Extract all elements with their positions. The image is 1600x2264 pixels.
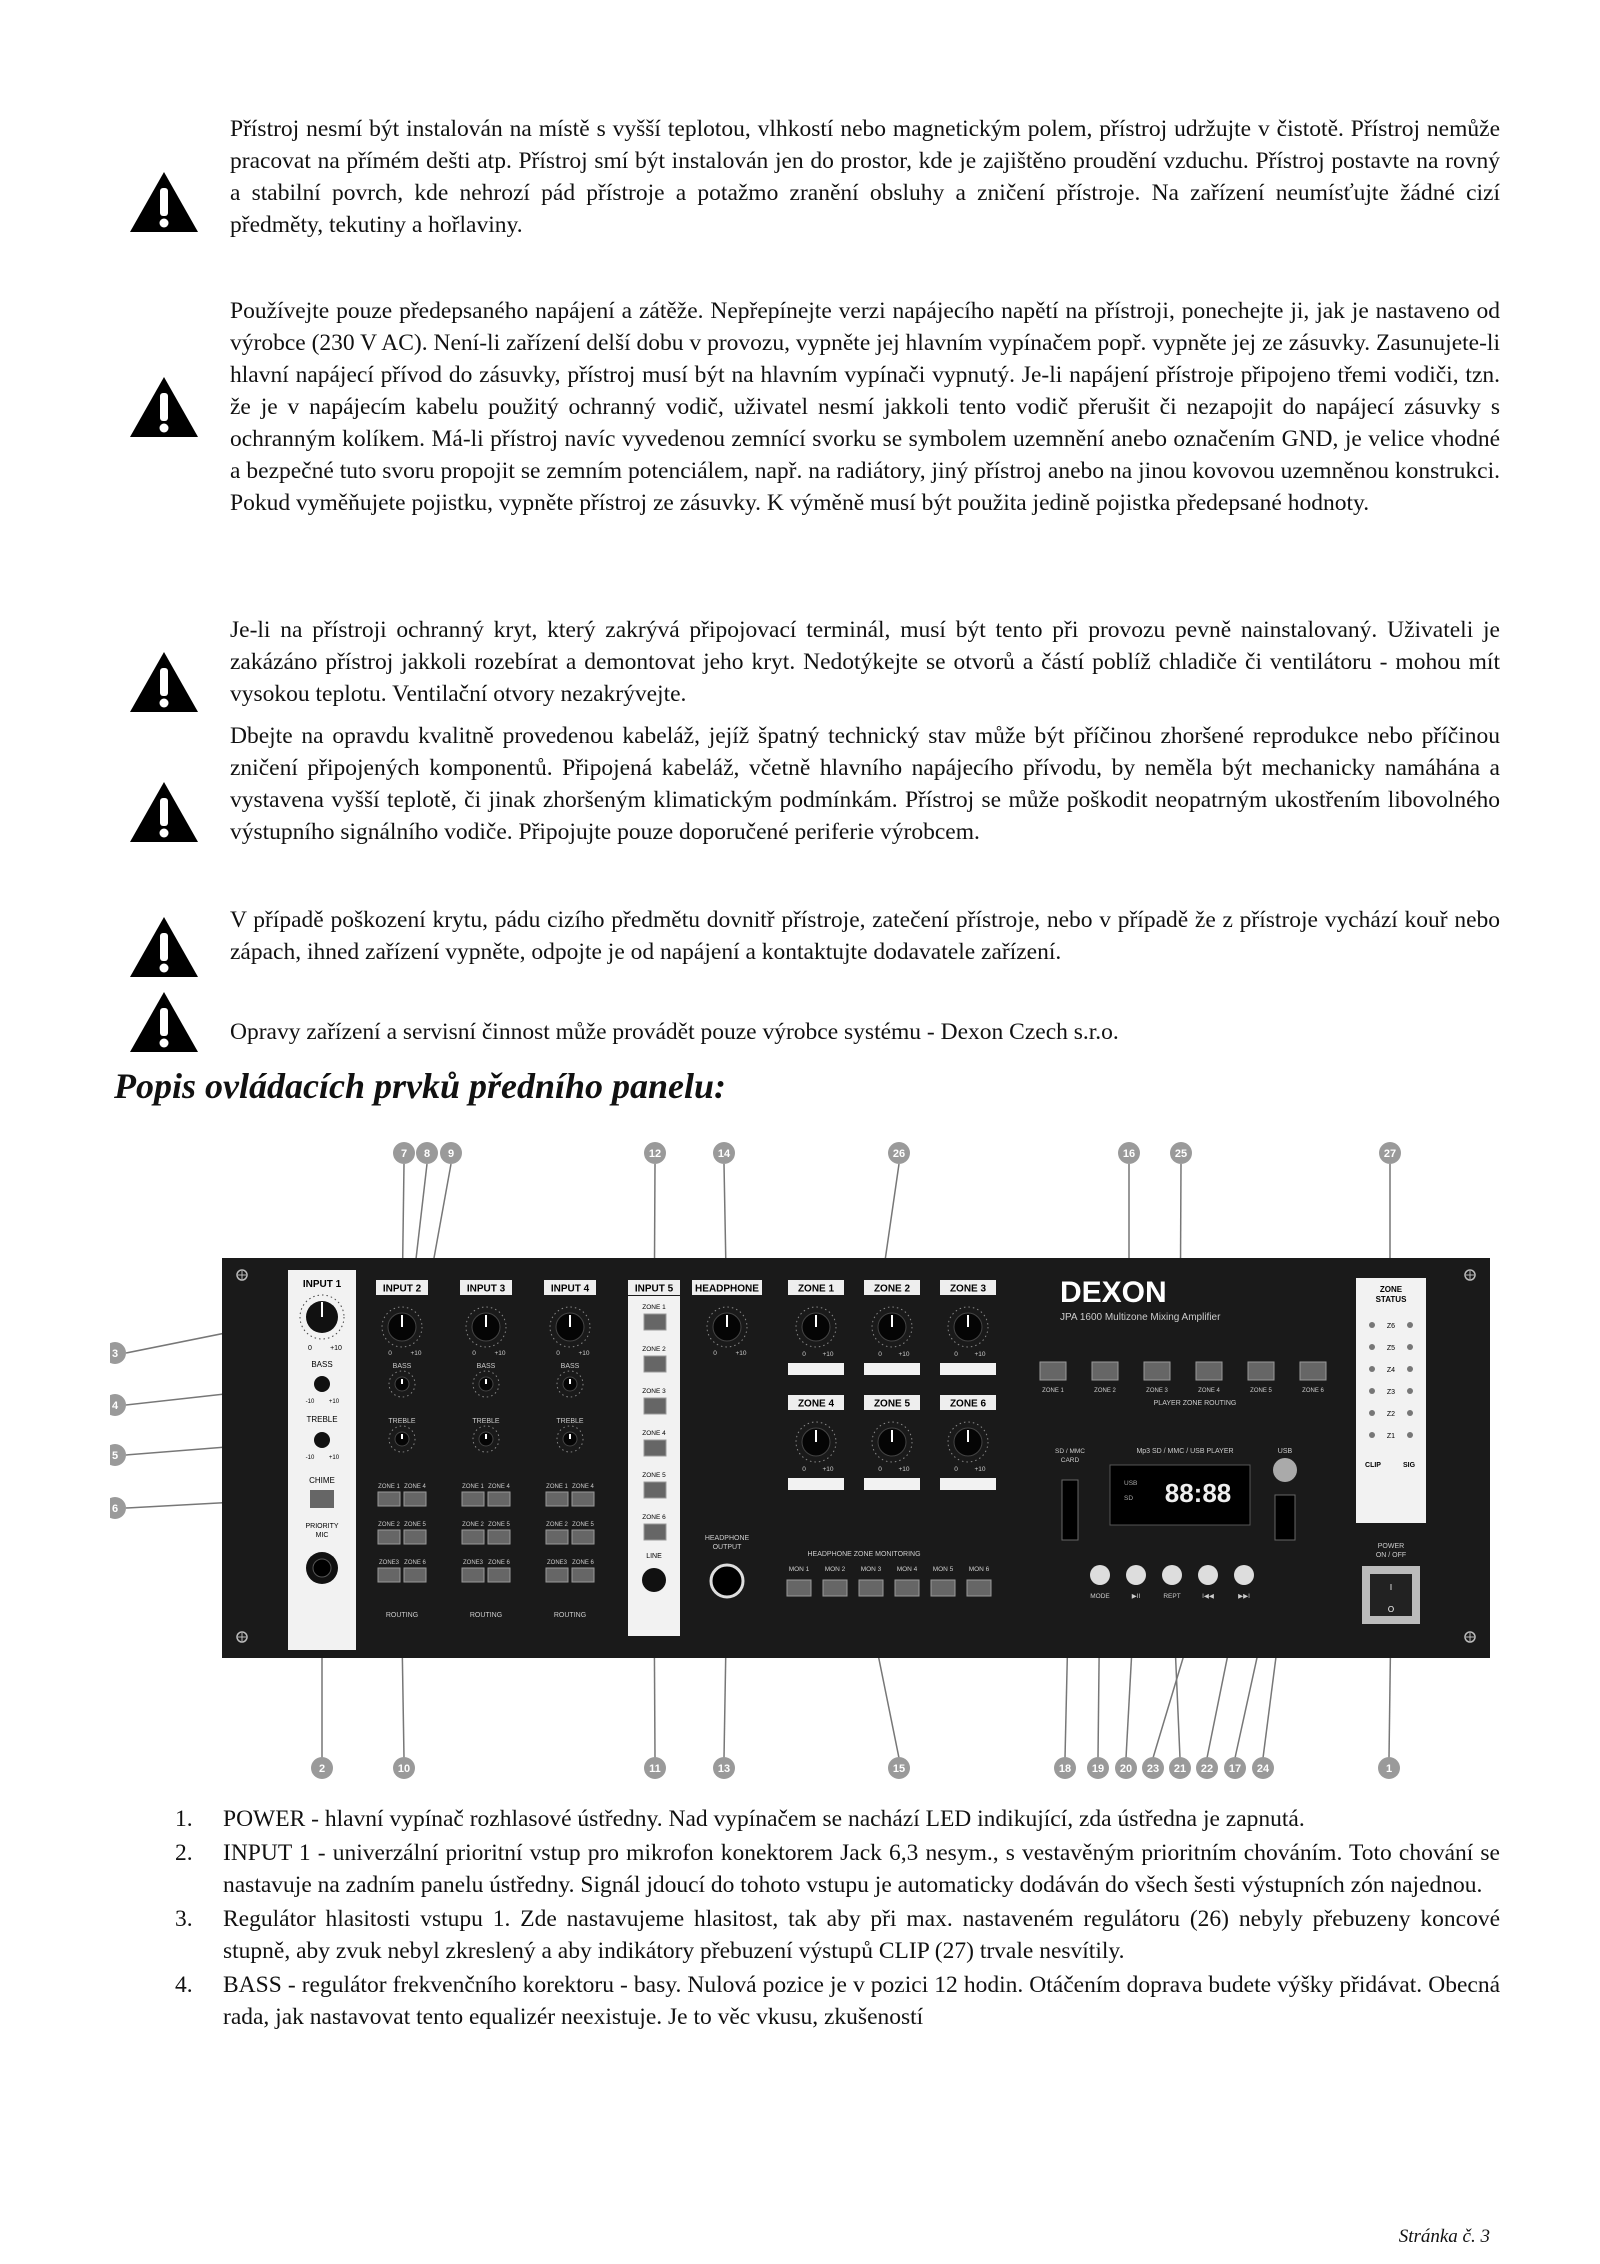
knob-max-label: +10 [898,1351,910,1358]
callout-9: 9 [447,1148,455,1160]
callout-20: 20 [1119,1763,1133,1775]
routing-button [572,1492,594,1506]
display-readout: 88:88 [1164,1478,1232,1508]
warning-triangle-icon [128,170,200,234]
callout-16: 16 [1122,1148,1136,1160]
routing-button [404,1492,426,1506]
zone-label-strip [864,1363,920,1375]
callout-15: 15 [892,1763,906,1775]
callout-22: 22 [1200,1763,1214,1775]
zone-status-item: Z4 [1386,1367,1396,1374]
player-button-label: I◀◀ [1202,1593,1214,1600]
routing-button [572,1568,594,1582]
bass-label: BASS [560,1363,580,1370]
callout-17: 17 [1228,1763,1242,1775]
player-zone-label: ZONE 5 [1250,1388,1272,1394]
callout-3: 3 [111,1348,119,1360]
player-zone-button [1196,1362,1222,1380]
player-button-label: MODE [1090,1593,1110,1600]
zone-status-item: Z5 [1386,1345,1396,1352]
routing-zone-label: ZONE 4 [488,1484,510,1490]
list-number: 4. [175,1972,193,1998]
callout-21: 21 [1173,1763,1187,1775]
sig-label: SIG [1402,1462,1416,1469]
front-panel-diagram [110,1140,1490,1780]
warning-triangle-icon [128,375,200,439]
routing-zone-label: ZONE 6 [404,1560,426,1566]
callout-1: 1 [1385,1763,1393,1775]
description-list [175,1803,1500,2035]
mon-label: MON 4 [896,1566,918,1573]
mon-button [931,1580,955,1596]
input1-label: INPUT 1 [302,1279,342,1290]
routing-label: ROUTING [469,1612,503,1619]
mon-label: MON 6 [968,1566,990,1573]
priority-label: PRIORITY [305,1523,339,1530]
warning-paragraph-3: Je-li na přístroji ochranný kryt, který zakrývá připojovací terminál, musí být tento při provozu pevně nainstalovaný. Uživateli je zakázáno přístroj jakkoli rozebírat a demontovat jeho kryt. Nedotýkejte se otvorů a částí poblíž chladiče či ventilátoru - mohou mít vysokou teplotu. Ventilační otvory nezakrývejte. [230,617,1500,707]
bass-label: BASS [476,1363,496,1370]
knob-max-label: +10 [974,1351,986,1358]
knob-min-label: 0 [713,1350,717,1357]
chime-label: CHIME [309,1476,335,1485]
mon-label: MON 3 [860,1566,882,1573]
mon-button [823,1580,847,1596]
usb-port [1275,1495,1295,1540]
usb-button [1273,1458,1297,1482]
clip-led [1369,1432,1375,1438]
power-onoff-label: ON / OFF [1375,1552,1407,1559]
zone-status-item: Z3 [1386,1389,1396,1396]
routing-button [572,1530,594,1544]
knob-max-label: +10 [822,1351,834,1358]
mon-button [895,1580,919,1596]
mic-label: MIC [315,1532,329,1539]
sd-card-slot [1062,1480,1078,1540]
input5-zone-label: ZONE 3 [642,1388,666,1395]
knob-min-label: 0 [472,1350,476,1357]
routing-zone-label: ZONE 6 [488,1560,510,1566]
knob-min-label: 0 [802,1351,806,1358]
input5-label: INPUT 5 [634,1283,674,1295]
zone-status-label: ZONE [1379,1285,1403,1294]
player-title: Mp3 SD / MMC / USB PLAYER [1136,1448,1234,1455]
treble-label: TREBLE [472,1418,500,1425]
input5-zone-label: ZONE 2 [642,1346,666,1353]
input1-treble-knob [314,1432,330,1448]
callout-4: 4 [111,1400,119,1412]
player-zone-label: ZONE 2 [1094,1388,1116,1394]
zone-status-strip [1356,1278,1426,1523]
input2-label: INPUT 2 [382,1283,422,1295]
routing-zone-label: ZONE3 [462,1560,484,1566]
mon-label: MON 2 [824,1566,846,1573]
sig-led [1407,1344,1413,1350]
player-zone-button [1248,1362,1274,1380]
callout-27: 27 [1383,1148,1397,1160]
zone-label-strip [788,1363,844,1375]
callout-12: 12 [648,1148,662,1160]
player-zone-button [1092,1362,1118,1380]
hp-monitoring-label: HEADPHONE ZONE MONITORING [807,1551,921,1558]
knob-max-label: +10 [974,1466,986,1473]
callout-25: 25 [1174,1148,1188,1160]
input5-zone-label: ZONE 5 [642,1472,666,1479]
knob-max-label: +10 [330,1345,342,1352]
sd-indicator: SD [1124,1495,1134,1502]
player-zone-label: ZONE 4 [1198,1388,1220,1394]
mon-button [967,1580,991,1596]
chime-button [310,1490,334,1508]
warning-triangle-icon [128,650,200,714]
headphone-label: HEADPHONE [695,1283,759,1295]
list-item [175,1837,1500,1901]
zone-label: ZONE 5 [873,1398,911,1410]
mon-button [787,1580,811,1596]
brand-logo: DEXON [1060,1276,1167,1309]
callout-2: 2 [318,1763,326,1775]
warning-triangle-icon [128,990,200,1054]
routing-zone-label: ZONE 2 [462,1522,484,1528]
routing-button [378,1568,400,1582]
routing-label: ROUTING [553,1612,587,1619]
list-text: BASS - regulátor frekvenčního korektoru - basy. Nulová pozice je v pozici 12 hodin. Otáčením doprava budete výšky přidávat. Obecná rada, jak nastavovat tento equalizér neexistuje. Je to věc vkusu, zkušeností [223,1972,1500,2030]
player-button [1234,1565,1254,1585]
sig-led [1407,1432,1413,1438]
callout-14: 14 [717,1148,731,1160]
player-button [1162,1565,1182,1585]
usb-label: USB [1277,1448,1293,1455]
routing-button [378,1530,400,1544]
player-zone-label: ZONE 3 [1146,1388,1168,1394]
routing-zone-label: ZONE 5 [488,1522,510,1528]
eq-min-label: -10 [305,1399,315,1405]
knob-min-label: 0 [878,1351,882,1358]
routing-zone-label: ZONE 1 [546,1484,568,1490]
routing-zone-label: ZONE 2 [546,1522,568,1528]
routing-button [462,1530,484,1544]
knob-max-label: +10 [578,1350,590,1357]
zone-status-item: Z2 [1386,1411,1396,1418]
warning-triangle-icon [128,915,200,979]
sig-led [1407,1366,1413,1372]
list-item [175,1969,1500,2033]
input5-zone-button [644,1356,666,1372]
input5-zone-label: ZONE 6 [642,1514,666,1521]
list-text: INPUT 1 - univerzální prioritní vstup pro mikrofon konektorem Jack 6,3 nesym., s vestavěným prioritním chováním. Toto chování se nastavuje na zadním panelu ústředny. Signál jdoucí do tohoto vstupu je automaticky dodáván do všech šesti výstupních zón najednou. [223,1840,1500,1898]
headphone-jack [711,1565,743,1597]
list-text: POWER - hlavní vypínač rozhlasové ústředny. Nad vypínačem se nachází LED indikující, zda ústředna je zapnutá. [223,1806,1305,1832]
player-button [1126,1565,1146,1585]
bass-label: BASS [392,1363,412,1370]
routing-label: ROUTING [385,1612,419,1619]
routing-zone-label: ZONE 2 [378,1522,400,1528]
mon-label: MON 1 [788,1566,810,1573]
callout-8: 8 [423,1148,431,1160]
sig-led [1407,1322,1413,1328]
zone-label-strip [940,1478,996,1490]
callout-5: 5 [111,1450,119,1462]
warning-paragraph-6: Opravy zařízení a servisní činnost může provádět pouze výrobce systému - Dexon Czech s.r.o. [230,1019,1119,1045]
knob-min-label: 0 [954,1351,958,1358]
front-panel-svg [110,1140,1490,1780]
routing-zone-label: ZONE 1 [378,1484,400,1490]
callout-13: 13 [717,1763,731,1775]
bass-label: BASS [311,1360,333,1369]
knob-min-label: 0 [954,1466,958,1473]
knob-min-label: 0 [556,1350,560,1357]
callout-19: 19 [1091,1763,1105,1775]
player-zone-label: ZONE 6 [1302,1388,1324,1394]
input5-zone-label: ZONE 4 [642,1430,666,1437]
routing-button [488,1492,510,1506]
warning-paragraph-4: Dbejte na opravdu kvalitně provedenou kabeláž, jejíž špatný technický stav může být příčinou zhoršené reprodukce nebo příčinou zničení připojených komponentů. Připojená kabeláž, včetně hlavního napájecího přívodu, by neměla být mechanicky namáhána a vystavena vyšší teplotě, či jinak zhoršeným klimatickým podmínkám. Přístroj se může poškodit neopatrným ukostřením libovolného výstupního signálního vodiče. Připojujte pouze doporučené periferie výrobcem. [230,723,1500,845]
section-title: Popis ovládacích prvků předního panelu: [114,1066,727,1106]
input5-zone-button [644,1482,666,1498]
zone-label-strip [940,1363,996,1375]
warning-paragraph-2: Používejte pouze předepsaného napájení a zátěže. Nepřepínejte verzi napájecího napětí na přístroji, ponechejte ji, jak je nastaveno od výrobce (230 V AC). Není-li zařízení delší dobu v provozu, vypněte jej hlavním vypínačem popř. vypněte jej ze zásuvky. Zasunujete-li hlavní napájecí přívod do zásuvky, přístroj musí být na hlavním vypínači vypnutý. Je-li napájení přístroje připojeno třemi vodiči, tzn. že je v napájecím kabelu použitý ochranný vodič, uživatel nesmí jakkoli tento vodič přerušit či nezapojit do napájecí zásuvky s ochranným kolíkem. Má-li přístroj navíc vyvedenou zemnící svorku se symbolem uzemnění anebo označením GND, je velice vhodné a bezpečné tuto svoru propojit se zemním potenciálem, např. na radiátory, jiný přístroj anebo na jinou kovovou uzemněnou konstrukci. Pokud vyměňujete pojistku, vypněte přístroj ze zásuvky. K výměně musí být použita jedině pojistka předepsané hodnoty. [230,298,1500,516]
zone-status-label: STATUS [1375,1295,1407,1304]
routing-zone-label: ZONE 6 [572,1560,594,1566]
eq-min-label: -10 [305,1455,315,1461]
routing-button [378,1492,400,1506]
zone-label-strip [864,1478,920,1490]
mon-button [859,1580,883,1596]
routing-button [488,1568,510,1582]
callout-26: 26 [892,1148,906,1160]
player-zone-button [1300,1362,1326,1380]
routing-zone-label: ZONE 1 [462,1484,484,1490]
zone-label: ZONE 2 [873,1283,911,1295]
callout-10: 10 [397,1763,411,1775]
input5-zone-button [644,1524,666,1540]
input5-zone-button [644,1314,666,1330]
list-item [175,1803,1500,1835]
power-label: POWER [1377,1543,1405,1550]
list-number: 3. [175,1906,193,1932]
player-zone-button [1040,1362,1066,1380]
list-number: 1. [175,1806,193,1832]
routing-button [404,1568,426,1582]
player-zone-button [1144,1362,1170,1380]
usb-indicator: USB [1124,1480,1138,1487]
clip-led [1369,1322,1375,1328]
routing-button [546,1568,568,1582]
routing-zone-label: ZONE 5 [572,1522,594,1528]
input1-bass-knob [314,1376,330,1392]
input5-zone-button [644,1440,666,1456]
routing-button [462,1568,484,1582]
routing-zone-label: ZONE 4 [404,1484,426,1490]
player-zone-label: ZONE 1 [1042,1388,1064,1394]
zone-label: ZONE 4 [797,1398,835,1410]
callout-7: 7 [400,1148,408,1160]
list-item [175,1903,1500,1967]
power-on-mark: I [1389,1583,1393,1592]
callout-6: 6 [111,1503,119,1515]
input3-label: INPUT 3 [466,1283,506,1295]
player-button [1090,1565,1110,1585]
sig-led [1407,1410,1413,1416]
player-button-label: ▶▶I [1238,1593,1250,1600]
treble-label: TREBLE [306,1415,338,1424]
line-jack [642,1568,666,1592]
zone-label-strip [788,1478,844,1490]
knob-max-label: +10 [735,1350,747,1357]
clip-led [1369,1388,1375,1394]
clip-led [1369,1344,1375,1350]
page-footer: Stránka č. 3 [1398,2226,1490,2247]
routing-button [546,1492,568,1506]
routing-zone-label: ZONE3 [378,1560,400,1566]
sig-led [1407,1388,1413,1394]
knob-max-label: +10 [410,1350,422,1357]
routing-button [488,1530,510,1544]
routing-button [404,1530,426,1544]
knob-max-label: +10 [898,1466,910,1473]
knob-min-label: 0 [802,1466,806,1473]
knob-min-label: 0 [308,1345,312,1352]
sd-label: SD / MMC [1055,1448,1085,1455]
eq-max-label: +10 [328,1455,340,1461]
routing-zone-label: ZONE 5 [404,1522,426,1528]
knob-min-label: 0 [388,1350,392,1357]
routing-zone-label: ZONE3 [546,1560,568,1566]
clip-led [1369,1366,1375,1372]
zone-label: ZONE 6 [949,1398,987,1410]
zone-status-item: Z1 [1386,1433,1396,1440]
treble-label: TREBLE [556,1418,584,1425]
card-label: CARD [1060,1457,1080,1464]
player-zone-routing-label: PLAYER ZONE ROUTING [1153,1400,1237,1407]
input5-zone-button [644,1398,666,1414]
routing-zone-label: ZONE 4 [572,1484,594,1490]
zone-status-item: Z6 [1386,1323,1396,1330]
headphone-output-label: OUTPUT [712,1544,742,1551]
clip-led [1369,1410,1375,1416]
player-button-label: ▶II [1131,1593,1141,1600]
clip-label: CLIP [1365,1462,1381,1469]
warning-paragraph-1: Přístroj nesmí být instalován na místě s vyšší teplotou, vlhkostí nebo magnetickým polem, přístroj udržujte v čistotě. Přístroj nemůže pracovat na přímém dešti atp. Přístroj smí být instalován jen do prostor, kde je zajištěno proudění vzduchu. Přístroj postavte na rovný a stabilní povrch, kde nehrozí pád přístroje a potažmo zranění obsluhy a zničení přístroje. Na zařízení neumísťujte žádné cizí předměty, tekutiny a hořlaviny. [230,116,1500,238]
routing-button [546,1530,568,1544]
zone-label: ZONE 3 [949,1283,987,1295]
headphone-output-label: HEADPHONE [704,1535,750,1542]
model-label: JPA 1600 Multizone Mixing Amplifier [1060,1312,1221,1323]
list-text: Regulátor hlasitosti vstupu 1. Zde nastavujeme hlasitost, tak aby při max. nastaveném regulátoru (26) nebyly přebuzeny koncové stupně, aby zvuk nebyl zkreslený a aby indikátory přebuzení výstupů CLIP (27) trvale nesvítily. [223,1906,1500,1964]
input5-zone-label: ZONE 1 [642,1304,666,1311]
priority-mic-jack-hole [313,1559,331,1577]
power-off-mark: O [1387,1605,1395,1614]
knob-max-label: +10 [494,1350,506,1357]
warning-paragraph-5: V případě poškození krytu, pádu cizího předmětu dovnitř přístroje, zatečení přístroje, nebo v případě že z přístroje vychází kouř nebo zápach, ihned zařízení vypněte, odpojte je od napájení a kontaktujte dodavatele zařízení. [230,907,1500,965]
knob-min-label: 0 [878,1466,882,1473]
list-number: 2. [175,1840,193,1866]
warning-triangle-icon [128,780,200,844]
player-button-label: REPT [1163,1593,1181,1600]
line-label: LINE [646,1553,662,1560]
eq-max-label: +10 [328,1399,340,1405]
player-button [1198,1565,1218,1585]
input4-label: INPUT 4 [550,1283,590,1295]
routing-button [462,1492,484,1506]
callout-24: 24 [1256,1763,1270,1775]
callout-11: 11 [649,1763,661,1775]
knob-max-label: +10 [822,1466,834,1473]
callout-18: 18 [1058,1763,1072,1775]
callout-23: 23 [1146,1763,1160,1775]
zone-label: ZONE 1 [797,1283,835,1295]
treble-label: TREBLE [388,1418,416,1425]
mon-label: MON 5 [932,1566,954,1573]
